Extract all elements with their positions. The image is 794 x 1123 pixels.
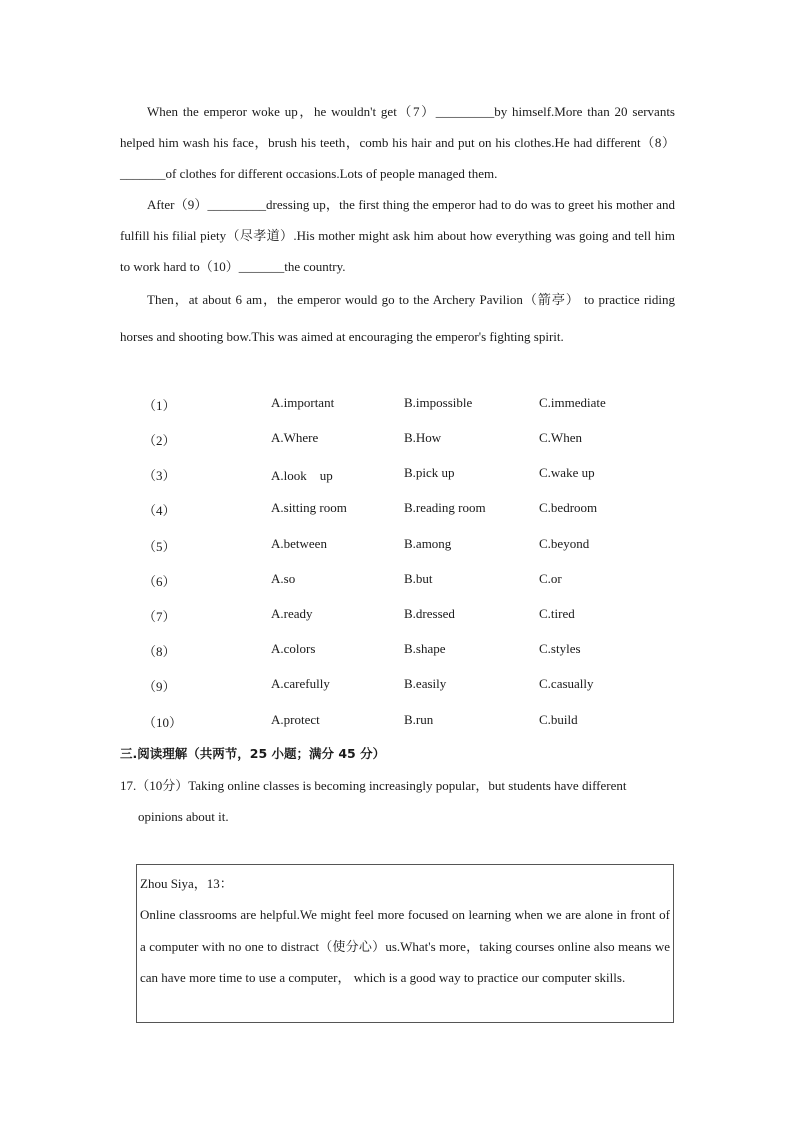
option-b: B.easily — [404, 676, 447, 691]
option-row — [0, 571, 794, 591]
option-a: A.so — [271, 571, 296, 586]
section-heading: 三.阅读理解（共两节，25 小题；满分 45 分） — [120, 746, 386, 761]
option-a: A.sitting room — [271, 500, 347, 515]
option-a: A.ready — [271, 606, 313, 621]
option-b: B.impossible — [404, 395, 473, 410]
option-row — [0, 676, 794, 696]
opinion-author: Zhou Siya，13： — [140, 876, 233, 891]
passage-paragraph-3: Then，at about 6 am，the emperor would go to the Archery Pavilion（箭亭） to practice riding horses and shooting bow.This was aimed at encouraging the emperor's fighting spirit. — [120, 292, 675, 344]
question-number: （3） — [143, 468, 176, 483]
option-c: C.styles — [539, 641, 581, 656]
option-row — [0, 536, 794, 556]
question-number: （10） — [143, 715, 183, 730]
opinion-text: Online classrooms are helpful.We might feel more focused on learning when we are alone in front of a computer with no one to distract（使分心）us.What's more，taking courses online also means we can have more time to use a computer， which is a good way to practice our computer skills. — [140, 907, 670, 985]
option-a: A.colors — [271, 641, 316, 656]
option-c: C.or — [539, 571, 562, 586]
question-17-intro-continued: opinions about it. — [138, 809, 229, 824]
question-number: （1） — [143, 398, 176, 413]
question-number: （6） — [143, 574, 176, 589]
question-number: （4） — [143, 503, 176, 518]
option-a: A.important — [271, 395, 335, 410]
option-c: C.tired — [539, 606, 575, 621]
option-c: C.beyond — [539, 536, 590, 551]
option-b: B.but — [404, 571, 433, 586]
question-number: （8） — [143, 644, 176, 659]
option-row — [0, 430, 794, 450]
question-17 — [120, 770, 675, 832]
option-row — [0, 712, 794, 732]
passage-paragraph-1: When the emperor woke up，he wouldn't get（7）_________by himself.More than 20 servants helped him wash his face，brush his teeth，comb his hair and put on his clothes.He had different（8）_______of clothes for different occasions.Lots of people managed them. — [120, 104, 675, 181]
option-row — [0, 500, 794, 520]
option-c: C.bedroom — [539, 500, 598, 515]
option-a: A.Where — [271, 430, 319, 445]
option-row — [0, 395, 794, 415]
option-a: A.protect — [271, 712, 320, 727]
question-17-intro: 17.（10分）Taking online classes is becoming increasingly popular，but students have different — [120, 778, 627, 793]
option-row — [0, 465, 794, 485]
option-a: A.carefully — [271, 676, 330, 691]
option-a: A.look up — [271, 468, 333, 483]
option-c: C.casually — [539, 676, 594, 691]
option-b: B.run — [404, 712, 434, 727]
option-b: B.pick up — [404, 465, 455, 480]
question-number: （5） — [143, 539, 176, 554]
option-c: C.build — [539, 712, 578, 727]
option-b: B.How — [404, 430, 442, 445]
question-number: （9） — [143, 679, 176, 694]
question-number: （2） — [143, 433, 176, 448]
passage-paragraph-2: After（9）_________dressing up，the first thing the emperor had to do was to greet his mother and fulfill his filial piety（尽孝道）.His mother might ask him about how everything was going and tell him to work hard to（10）_______the country. — [120, 197, 675, 274]
option-row — [0, 606, 794, 626]
option-b: B.shape — [404, 641, 446, 656]
question-number: （7） — [143, 609, 176, 624]
option-b: B.dressed — [404, 606, 455, 621]
option-b: B.reading room — [404, 500, 486, 515]
option-b: B.among — [404, 536, 452, 551]
option-c: C.immediate — [539, 395, 606, 410]
option-c: C.When — [539, 430, 582, 445]
option-a: A.between — [271, 536, 327, 551]
opinion-box — [136, 864, 674, 1023]
option-c: C.wake up — [539, 465, 595, 480]
option-row — [0, 641, 794, 661]
